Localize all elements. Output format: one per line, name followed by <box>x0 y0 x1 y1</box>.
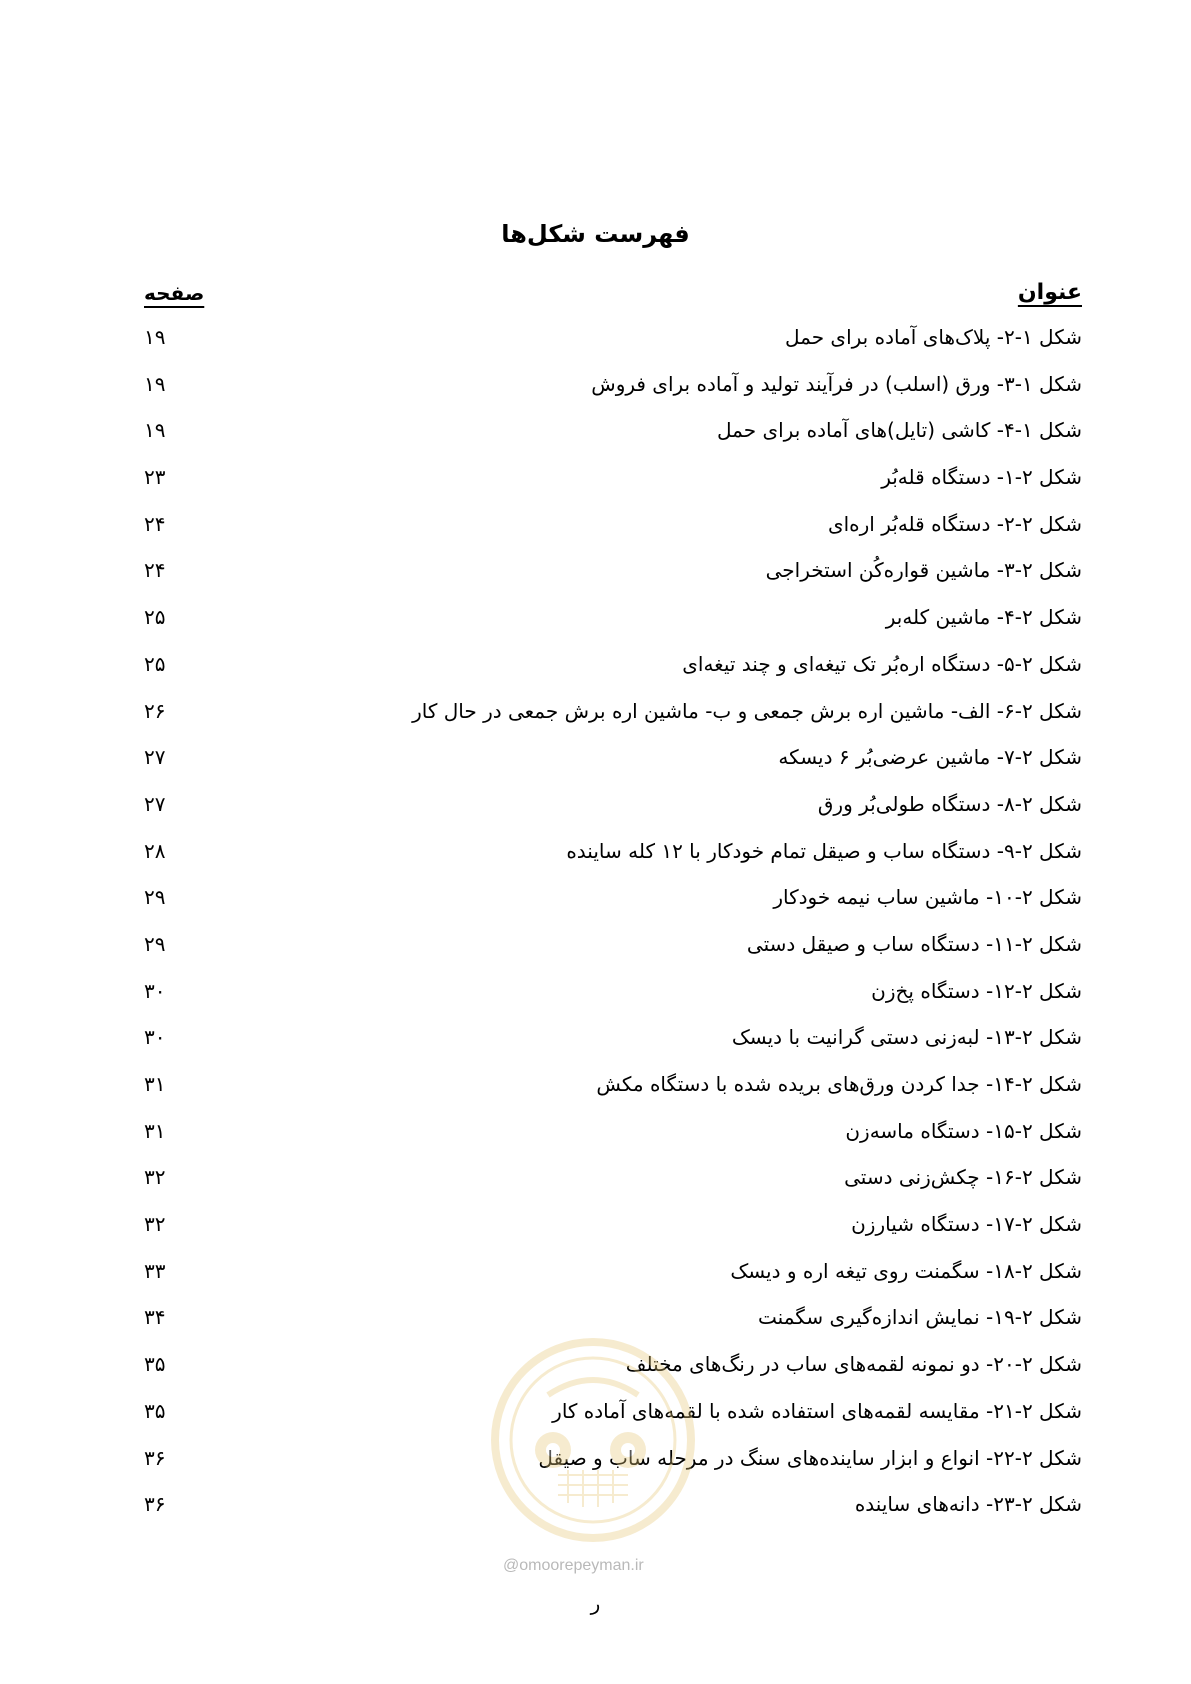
figure-page-number: ۱۹ <box>144 418 166 443</box>
figure-page-number: ۲۵ <box>144 651 166 676</box>
toc-row <box>140 1114 1082 1161</box>
toc-row <box>140 694 1082 741</box>
figure-title: شکل ۲-۲۳- دانه‌های ساینده <box>854 1492 1082 1517</box>
figure-title: شکل ۲-۱۵- دستگاه ماسه‌زن <box>845 1118 1082 1143</box>
figure-title: شکل ۲-۴- ماشین کله‌بر <box>885 605 1082 630</box>
toc-row <box>140 413 1082 460</box>
toc-row <box>140 974 1082 1021</box>
watermark-logo-icon <box>488 1335 698 1545</box>
figure-page-number: ۳۶ <box>144 1445 166 1470</box>
figure-page-number: ۲۳ <box>144 465 166 490</box>
figure-title: شکل ۲-۲- دستگاه قله‌بُر اره‌ای <box>827 511 1082 536</box>
toc-row <box>140 834 1082 881</box>
toc-row <box>140 787 1082 834</box>
figure-title: شکل ۲-۲۰- دو نمونه لقمه‌های ساب در رنگ‌های مختلف <box>625 1352 1082 1377</box>
toc-row <box>140 553 1082 600</box>
toc-row <box>140 1067 1082 1114</box>
figure-page-number: ۲۷ <box>144 745 166 770</box>
figure-page-number: ۳۲ <box>144 1212 166 1237</box>
toc-header-row <box>140 276 1082 312</box>
figure-page-number: ۳۲ <box>144 1165 166 1190</box>
figure-page-number: ۳۵ <box>144 1352 166 1377</box>
figure-title: شکل ۲-۱۸- سگمنت روی تیغه اره و دیسک <box>730 1258 1082 1283</box>
figure-page-number: ۱۹ <box>144 371 166 396</box>
toc-row <box>140 1207 1082 1254</box>
figure-title: شکل ۲-۳- ماشین قواره‌کُن استخراجی <box>765 558 1082 583</box>
toc-row <box>140 880 1082 927</box>
figure-page-number: ۲۷ <box>144 791 166 816</box>
toc-row <box>140 740 1082 787</box>
column-header-title: عنوان <box>1017 280 1082 305</box>
figure-page-number: ۲۶ <box>144 698 166 723</box>
toc-row <box>140 1254 1082 1301</box>
figure-page-number: ۳۰ <box>144 1025 166 1050</box>
toc-row <box>140 320 1082 367</box>
figure-page-number: ۲۵ <box>144 605 166 630</box>
figure-page-number: ۲۹ <box>144 885 166 910</box>
figure-title: شکل ۲-۸- دستگاه طولی‌بُر ورق <box>817 791 1082 816</box>
figure-title: شکل ۲-۹- دستگاه ساب و صیقل تمام خودکار با ۱۲ کله ساینده <box>566 838 1082 863</box>
toc-row <box>140 367 1082 414</box>
figure-title: شکل ۱-۲- پلاک‌های آماده برای حمل <box>784 325 1082 349</box>
figure-page-number: ۲۹ <box>144 931 166 956</box>
page-title: فهرست شکل‌ها <box>501 220 690 248</box>
figure-page-number: ۳۵ <box>144 1398 166 1423</box>
figure-page-number: ۳۶ <box>144 1492 166 1517</box>
figure-page-number: ۲۸ <box>144 838 166 863</box>
page-number: ر <box>590 1591 601 1615</box>
figure-page-number: ۳۴ <box>144 1305 166 1330</box>
figure-title: شکل ۲-۲۱- مقایسه لقمه‌های استفاده شده با لقمه‌های آماده کار <box>552 1398 1082 1423</box>
figure-title: شکل ۲-۱۶- چکش‌زنی دستی <box>844 1165 1082 1190</box>
toc-row <box>140 1160 1082 1207</box>
figure-title: شکل ۲-۱۲- دستگاه پخ‌زن <box>871 978 1082 1003</box>
figure-title: شکل ۲-۱- دستگاه قله‌بُر <box>881 465 1082 490</box>
toc-row <box>140 600 1082 647</box>
toc-row <box>140 647 1082 694</box>
figure-title: شکل ۲-۵- دستگاه اره‌بُر تک تیغه‌ای و چند تیغه‌ای <box>682 651 1082 676</box>
watermark-url: @omoorepeyman.ir <box>503 1557 644 1574</box>
toc-row <box>140 460 1082 507</box>
figure-title: شکل ۲-۲۲- انواع و ابزار ساینده‌های سنگ در مرحله ساب و صیقل <box>538 1445 1082 1470</box>
figure-title: شکل ۱-۴- کاشی (تایل)های آماده برای حمل <box>717 418 1082 443</box>
figure-title: شکل ۲-۱۰- ماشین ساب نیمه خودکار <box>773 885 1082 910</box>
figure-title: شکل ۲-۱۴- جدا کردن ورق‌های بریده شده با دستگاه مکش <box>596 1072 1082 1096</box>
figure-title: شکل ۲-۱۳- لبه‌زنی دستی گرانیت با دیسک <box>731 1025 1082 1050</box>
figure-page-number: ۲۴ <box>144 511 166 536</box>
figure-page-number: ۳۳ <box>144 1258 166 1283</box>
figure-title: شکل ۱-۳- ورق (اسلب) در فرآیند تولید و آماده برای فروش <box>591 371 1082 396</box>
figure-page-number: ۳۰ <box>144 978 166 1003</box>
column-header-page: صفحه <box>144 281 205 305</box>
figure-page-number: ۳۱ <box>144 1072 166 1096</box>
toc-row <box>140 927 1082 974</box>
figure-title: شکل ۲-۷- ماشین عرضی‌بُر ۶ دیسکه <box>778 745 1082 770</box>
figure-title: شکل ۲-۶- الف- ماشین اره برش جمعی و ب- ماشین اره برش جمعی در حال کار <box>412 698 1082 723</box>
figure-title: شکل ۲-۱۱- دستگاه ساب و صیقل دستی <box>746 931 1082 956</box>
figure-title: شکل ۲-۱۹- نمایش اندازه‌گیری سگمنت <box>758 1305 1082 1330</box>
figure-title: شکل ۲-۱۷- دستگاه شیارزن <box>851 1212 1082 1237</box>
figure-page-number: ۳۱ <box>144 1118 166 1143</box>
toc-row <box>140 1020 1082 1067</box>
toc-row <box>140 507 1082 554</box>
figure-page-number: ۲۴ <box>144 558 166 583</box>
figure-page-number: ۱۹ <box>144 325 166 349</box>
